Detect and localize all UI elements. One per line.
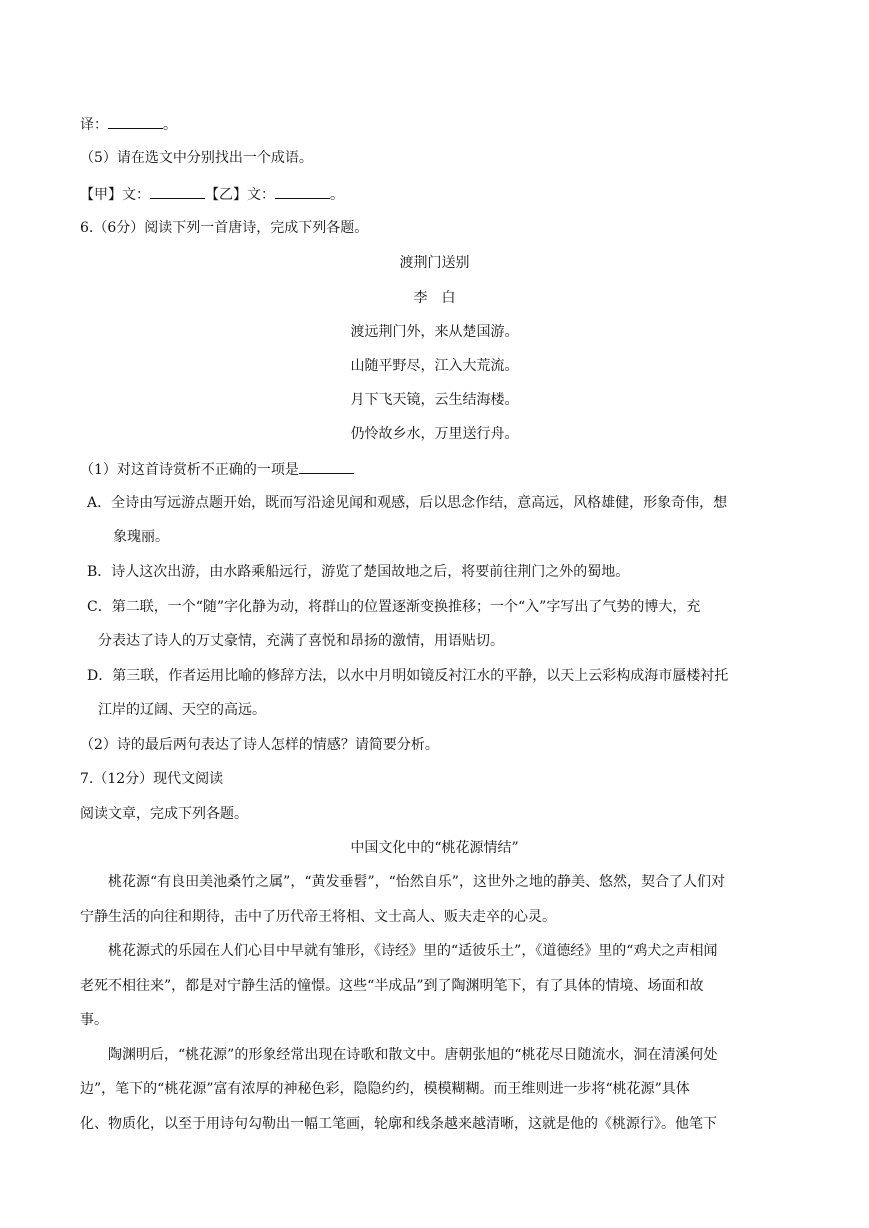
article-line-5: 事。 <box>80 1012 108 1028</box>
article-line-3: 桃花源式的乐园在人们心目中早就有雏形，《诗经》里的“适彼乐土”，《道德经》里的“鸡犬之声相闻 <box>108 943 718 959</box>
idiom-answer-line <box>80 184 344 204</box>
poem-verse-2: 山随平野尽，江入大荒流。 <box>350 358 519 374</box>
article-line-8: 化、物质化，以至于用诗句勾勒出一幅工笔画，轮廓和线条越来越清晰，这就是他的《桃源行》。他笔下 <box>80 1116 717 1132</box>
poem-verse-4: 仍怜故乡水，万里送行舟。 <box>350 426 519 442</box>
jia-answer-blank[interactable] <box>150 184 205 199</box>
answer-blank[interactable] <box>108 114 163 129</box>
translate-line <box>80 114 177 134</box>
poem-author: 李 白 <box>413 290 456 306</box>
option-a-line-1: A．全诗由写远游点题开始，既而写沿途见闻和观感，后以思念作结，意高远，风格雄健，形象奇伟，想 <box>87 495 728 511</box>
article-line-6: 陶渊明后，“桃花源”的形象经常出现在诗歌和散文中。唐朝张旭的“桃花尽日随流水，洞在清溪何处 <box>108 1047 718 1063</box>
question-6-header: 6.（6分）阅读下列一首唐诗，完成下列各题。 <box>80 220 369 236</box>
jia-label: 【甲】文： <box>80 187 150 203</box>
translate-label: 译： <box>80 117 108 133</box>
sub-question-6-1-text: （1）对这首诗赏析不正确的一项是 <box>80 462 299 478</box>
option-d-line-1: D．第三联，作者运用比喻的修辞方法，以水中月明如镜反衬江水的平静，以天上云彩构成海市蜃楼衬托 <box>87 668 729 684</box>
article-line-1: 桃花源“有良田美池桑竹之属”，“黄发垂髫”，“怡然自乐”，这世外之地的静美、悠然，契合了人们对 <box>108 874 725 890</box>
translate-end: 。 <box>163 117 177 133</box>
question-7-header: 7.（12分）现代文阅读 <box>80 771 224 787</box>
sub-question-6-1 <box>80 459 354 479</box>
option-b-line-1: B．诗人这次出游，由水路乘船远行，游览了楚国故地之后，将要前往荆门之外的蜀地。 <box>87 564 630 580</box>
question-7-intro: 阅读文章，完成下列各题。 <box>80 806 248 822</box>
article-line-7: 边”，笔下的“桃花源”富有浓厚的神秘色彩，隐隐约约，模模糊糊。而王维则进一步将“桃花源”具体 <box>80 1081 690 1097</box>
answer-blank[interactable] <box>299 459 354 474</box>
article-line-2: 宁静生活的向往和期待，击中了历代帝王将相、文士高人、贩夫走卒的心灵。 <box>80 909 556 925</box>
sub-question-5: （5）请在选文中分别找出一个成语。 <box>80 150 313 166</box>
yi-label: 【乙】文： <box>205 187 275 203</box>
option-c-line-1: C．第二联，一个“随”字化静为动，将群山的位置逐渐变换推移；一个“入”字写出了气势的博大，充 <box>87 599 701 615</box>
yi-end: 。 <box>330 187 344 203</box>
option-a-line-2: 象瑰丽。 <box>113 529 169 545</box>
poem-verse-3: 月下飞天镜，云生结海楼。 <box>350 392 519 408</box>
article-line-4: 老死不相往来”，都是对宁静生活的憧憬。这些“半成品”到了陶渊明笔下，有了具体的情境、场面和故 <box>80 978 704 994</box>
article-title: 中国文化中的“桃花源情结” <box>350 840 519 856</box>
option-d-line-2: 江岸的辽阔、天空的高远。 <box>98 702 266 718</box>
sub-question-6-2: （2）诗的最后两句表达了诗人怎样的情感？请简要分析。 <box>80 737 439 753</box>
yi-answer-blank[interactable] <box>275 184 330 199</box>
poem-verse-1: 渡远荆门外，来从楚国游。 <box>350 324 519 340</box>
poem-title: 渡荆门送别 <box>399 255 470 271</box>
option-c-line-2: 分表达了诗人的万丈豪情，充满了喜悦和昂扬的激情，用语贴切。 <box>98 633 504 649</box>
